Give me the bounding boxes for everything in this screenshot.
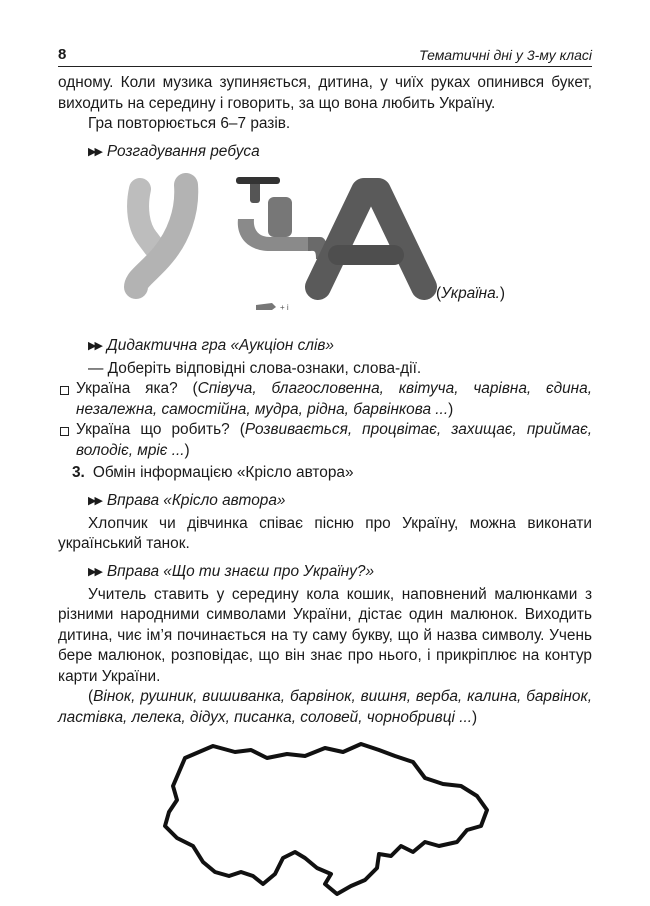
exercise-1-text: Хлопчик чи дівчинка співає пісню про Україну, можна виконати український танок. xyxy=(58,514,592,552)
symbols-list: (Вінок, рушник, вишиванка, барвінок, вишня, верба, калина, барвінок, ластівка, лелека, дідух, писанка, соловей, чорнобривці ...) xyxy=(58,688,592,726)
auction-instruction: — Доберіть відповідні слова-ознаки, слова-дії. xyxy=(88,359,422,377)
double-arrow-icon: ▶▶ xyxy=(88,495,101,508)
section-3-title: 3. Обмін інформацією «Крісло автора» xyxy=(72,464,354,481)
page-number: 8 xyxy=(58,46,67,63)
list-item: Україна що робить? (Розвивається, процвітає, захищає, приймає, володіє, мріє ...) xyxy=(58,420,592,461)
letter-a-label: А xyxy=(358,180,359,182)
auction-heading: ▶▶ Дидактична гра «Аукціон слів» xyxy=(88,335,592,359)
running-title: Тематичні дні у 3-му класі xyxy=(418,47,592,63)
exercise-1-heading: ▶▶ Вправа «Крісло автора» xyxy=(88,490,592,514)
checkbox-square-icon xyxy=(60,386,69,395)
rebus-answer: (Україна.) xyxy=(436,284,506,302)
checkbox-square-icon xyxy=(60,427,69,436)
list-item: Україна яка? (Співуча, благословенна, квітуча, чарівна, єдина, незалежна, самостійна, мудра, рідна, барвінкова ...) xyxy=(58,379,592,420)
rebus-image xyxy=(58,167,592,317)
ukraine-map-outline xyxy=(155,734,495,906)
page-content xyxy=(58,73,592,906)
page-header xyxy=(58,44,592,67)
clay-letter-u xyxy=(118,180,186,287)
pointing-hand-icon xyxy=(256,303,276,310)
rebus-heading: ▶▶ Розгадування ребуса xyxy=(88,141,592,165)
double-arrow-icon: ▶▶ xyxy=(88,566,101,579)
intro-paragraph: одному. Коли музика зупиняється, дитина, у чиїх руках опинився букет, виходить на середину і говорить, за що вона любить Україну. xyxy=(58,74,592,112)
double-arrow-icon: ▶▶ xyxy=(88,340,101,353)
exercise-2-heading: ▶▶ Вправа «Що ти знаєш про Україну?» xyxy=(88,561,592,585)
hint-text: + і xyxy=(280,302,289,312)
clay-letter-a xyxy=(318,179,424,287)
repeat-note: Гра повторюється 6–7 разів. xyxy=(88,115,291,132)
rebus-illustration xyxy=(58,167,592,317)
letter-u-label: У xyxy=(118,180,119,182)
double-arrow-icon: ▶▶ xyxy=(88,146,101,159)
hint xyxy=(256,303,289,312)
exercise-2-text: Учитель ставить у середину кола кошик, наповнений малюнками з різними народними символами України, дістає один малюнок. Виходить дитина, чиє ім’я починається на ту саму букву, що й назва символу. Учень бере малюнок, розповідає, що він знає про нього, і прикріплює на контур карти України. xyxy=(58,585,592,685)
